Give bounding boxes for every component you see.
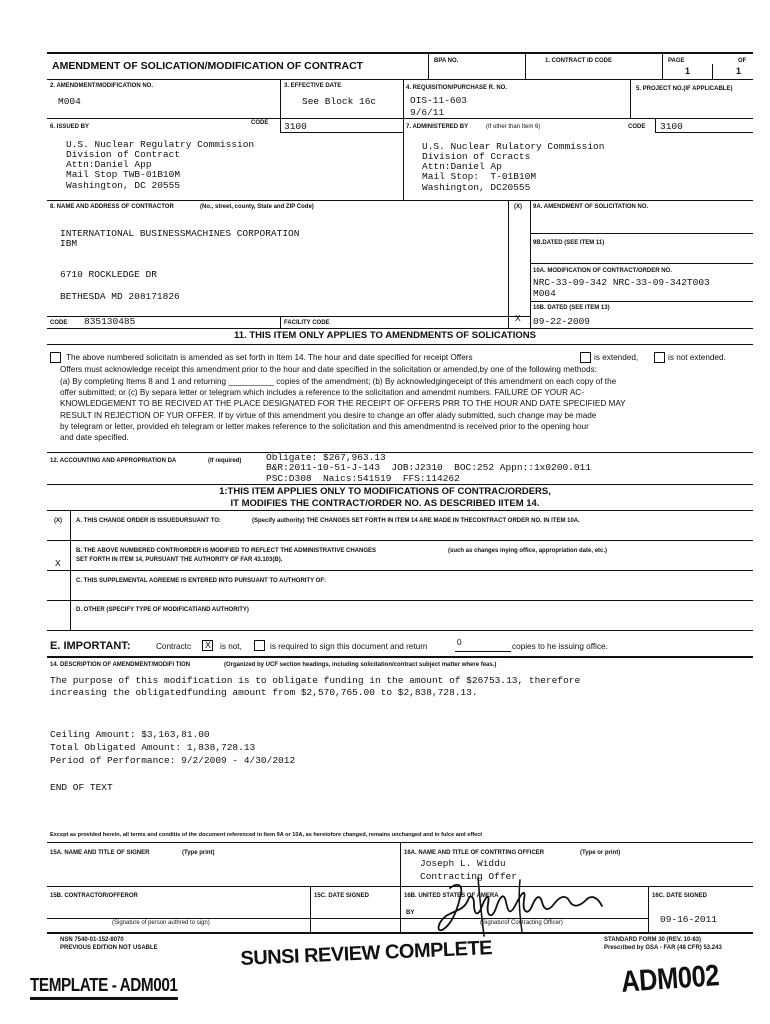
nsn-text: NSN 7540-01-152-8070 xyxy=(60,937,124,943)
rule-footer-bottom xyxy=(47,932,753,934)
vline-15c xyxy=(310,886,311,932)
amendment-no-label: 2. AMENDMENT/MODIFICATION NO. xyxy=(50,83,153,89)
description-label: 14. DESCRIPTION OF AMENDMENT/MODIFI TION xyxy=(50,662,191,668)
field-10b-x: X xyxy=(515,313,521,324)
ceiling-amount: Ceiling Amount: $3,163,81.00 xyxy=(50,729,210,740)
administered-by-label: 7. ADMINISTERED BY xyxy=(406,124,469,130)
vline-page-of xyxy=(712,64,713,79)
field-10a-value-2: M004 xyxy=(533,288,556,299)
officer-signature xyxy=(430,870,620,940)
field-10a-value-1: NRC-33-09-342 NRC-33-09-342T003 xyxy=(533,277,710,288)
field-10b-value: 09-22-2009 xyxy=(533,316,591,327)
of-label: OF xyxy=(738,58,747,64)
item11-line-7: by telegram or letter, provided eh telegram or letter makes reference to the solicitation and this amendmentnd is received prior to the opening hour xyxy=(60,422,589,431)
by-label: BY xyxy=(406,910,415,916)
item11-line-2: Offers must acknowledge receipt this amendment prior to the hour and date specified in the solicitation or amended,by one of the following methods: xyxy=(60,365,597,374)
vline-row2-3 xyxy=(630,79,631,118)
requisition-value: OIS-11-603 xyxy=(410,95,468,106)
vline-9a xyxy=(530,200,531,328)
vline-code7-a xyxy=(655,118,656,132)
x-column-label: (X) xyxy=(514,204,522,210)
extended-label: is extended, xyxy=(594,353,639,362)
is-not-x-mark: X xyxy=(205,640,212,650)
item13-d-text: D. OTHER (SPECIFY TYPE OF MODIFICATIAND AUTHORITY) xyxy=(76,607,249,613)
united-states-label: 16B. UNITED STATES OF AMERA xyxy=(404,893,499,899)
rule-code6-bottom xyxy=(280,132,403,133)
accounting-line-2: B&R:2011-10-51-J-143 JOB:J2310 BOC:252 Appn::1x0200.011 xyxy=(266,462,591,473)
vline-13x xyxy=(70,510,71,630)
signature-note-left: (Signature of person authred to sign) xyxy=(112,920,210,926)
officer-name-note: (Type or print) xyxy=(580,850,621,856)
not-extended-checkbox[interactable] xyxy=(654,352,665,363)
administered-by-line-4: Mail Stop: T-01B10M xyxy=(422,171,537,182)
vline-header-3 xyxy=(662,52,663,79)
important-contractor: Contractc xyxy=(156,642,192,651)
item11-heading: 11. THIS ITEM ONLY APPLIES TO AMENDMENTS OF SOLICATIONS xyxy=(234,330,536,341)
page-value: 1 xyxy=(685,66,691,76)
vline-row2-2 xyxy=(403,79,404,200)
vline-x-col xyxy=(508,200,509,328)
issued-by-label: 6. ISSUED BY xyxy=(50,124,90,130)
contractor-code-value: 835130485 xyxy=(84,316,136,327)
rule-row2-bottom xyxy=(47,118,753,119)
accounting-label: 12. ACCOUNTING AND APPROPRIATION DA xyxy=(50,458,177,464)
contractor-name: INTERNATIONAL BUSINESSMACHINES CORPORATION xyxy=(60,228,300,239)
rule-9a-bottom xyxy=(530,233,753,234)
admin-code-value: 3100 xyxy=(660,121,683,132)
rule-13a-bottom xyxy=(47,540,753,541)
contractor-date-label: 15C. DATE SIGNED xyxy=(314,893,369,899)
of-value: 1 xyxy=(736,66,742,76)
field-9a-label: 9A. AMENDMENT OF SOLICITATION NO. xyxy=(533,204,649,210)
item13-a-text: A. THIS CHANGE ORDER IS ISSUEDURSUANT TO: xyxy=(76,518,221,524)
effective-date-value: See Block 16c xyxy=(302,96,377,107)
item13-b-text: B. THE ABOVE NUMBERED CONTR/ORDER IS MODIFIED TO REFLECT THE ADMINISTRATIVE CHANGES xyxy=(76,548,377,554)
administered-by-line-2: Division of Ccracts xyxy=(422,151,531,162)
description-line-1: The purpose of this modification is to obligate funding in the amount of $26753.13, therefore xyxy=(50,675,581,686)
item11-line-3: (a) By completing Items 8 and 1 and returning __________ copies of the amendment; (b) By acknowledgingeceipt of this amendment on each copy of the xyxy=(60,377,617,386)
item11-line-1: The above numbered solicitatn is amended as set forth in Item 14. The hour and date specified for receipt Offers xyxy=(66,353,473,362)
issued-code-label: CODE xyxy=(251,120,269,126)
vline-header-2 xyxy=(525,52,526,79)
period-of-performance: Period of Performance: 9/2/2009 - 4/30/2012 xyxy=(50,755,296,766)
item13-x-label: (X) xyxy=(54,518,62,524)
field-9b-label: 9B.DATED (SEE ITEM 11) xyxy=(533,240,605,246)
extended-checkbox[interactable] xyxy=(580,352,591,363)
administered-by-line-3: Attn:Daniel Ap xyxy=(422,161,502,172)
item11-checkbox[interactable] xyxy=(50,352,61,363)
issued-by-line-1: U.S. Nuclear Regulatry Commission xyxy=(66,139,255,150)
item13-heading-1: 1:THIS ITEM APPLIES ONLY TO MODIFICATIONS OF CONTRAC/ORDERS, xyxy=(219,486,551,497)
item13-a-note: (Specify authority) THE CHANGES SET FORTH IN ITEM 14 ARE MADE IN THECONTRACT ORDER NO. IN ITEM 10A. xyxy=(252,518,580,524)
important-label: E. IMPORTANT: xyxy=(50,640,131,652)
vline-row2-1 xyxy=(280,79,281,118)
item13-b-text-2: SET FORTH IN ITEM 14, PURSUANT THE AUTHORITY OF FAR 43.103(B). xyxy=(76,557,283,563)
bpa-label: BPA NO. xyxy=(434,58,459,64)
requisition-date: 9/6/11 xyxy=(410,107,445,118)
prescribed-text: Prescribed by GSA - FAR (48 CFR) 53.243 xyxy=(604,945,722,951)
vline-code8 xyxy=(280,316,281,328)
rule-important-bottom xyxy=(47,656,753,658)
rule-item12-bottom xyxy=(47,484,753,485)
item13-c-text: C. THIS SUPPLEMENTAL AGREEME IS ENTERED INTO PURSUANT TO AUTHORITY OF: xyxy=(76,578,327,584)
rule-item11-bottom xyxy=(47,452,753,453)
sunsi-review-stamp: SUNSI REVIEW COMPLETE xyxy=(240,937,493,970)
item11-line-6: RESULT IN REJECTION OF YUR OFFER. If by virtue of this amendment you desire to change an offer alady submitted, such change may be made xyxy=(60,411,597,420)
end-of-text: END OF TEXT xyxy=(50,782,113,793)
vline-code6-a xyxy=(280,118,281,132)
contractor-address-1: 6710 ROCKLEDGE DR xyxy=(60,269,157,280)
vline-header-1 xyxy=(428,52,429,79)
issued-code-value: 3100 xyxy=(284,121,307,132)
officer-date-value: 09-16-2011 xyxy=(660,914,718,925)
vline-16a xyxy=(400,842,401,932)
rule-item11-heading-bottom xyxy=(47,344,753,345)
vline-16c xyxy=(648,886,649,932)
signer-name-label: 15A. NAME AND TITLE OF SIGNER xyxy=(50,850,150,856)
officer-title: Contracting Offer xyxy=(420,871,517,882)
field-10a-label: 10A. MODIFICATION OF CONTRACT/ORDER NO. xyxy=(533,268,672,274)
issued-by-line-3: Attn:Daniel App xyxy=(66,159,152,170)
officer-name: Joseph L. Widdu xyxy=(420,858,506,869)
accounting-line-1: Obligate: $267,963.13 xyxy=(266,452,386,463)
rule-header-bottom xyxy=(47,79,753,80)
contract-id-label: 1. CONTRACT ID CODE xyxy=(545,58,613,64)
previous-edition-text: PREVIOUS EDITION NOT USABLE xyxy=(60,945,158,951)
rule-10a-bottom xyxy=(530,301,753,302)
rule-13d-bottom xyxy=(47,630,753,631)
field-10b-label: 10B. DATED (SEE ITEM 13) xyxy=(533,305,610,311)
description-line-2: increasing the obligatedfunding amount from $2,570,765.00 to $2,838,728.13. xyxy=(50,687,478,698)
contractor-code-label: CODE xyxy=(50,320,68,326)
administered-by-note: (If other than Item 6) xyxy=(486,124,541,130)
standard-form-text: STANDARD FORM 30 (REV. 10-83) xyxy=(604,937,702,943)
item11-line-5: KNOWLEDGEMENT TO BE RECIVED AT THE PLACE DESIGNATED FOR THE RECEIPT OF OFFERS PRR TO THE HOUR AND DATE SPECIFIED MAY xyxy=(60,399,626,408)
item13-heading-2: IT MODIFIES THE CONTRACT/ORDER NO. AS DESCRIBED IITEM 14. xyxy=(230,498,540,509)
project-no-label: 5. PROJECT NO.(IF APPLICABLE) xyxy=(636,86,733,92)
contractor-short: IBM xyxy=(60,238,78,249)
top-rule xyxy=(47,52,753,54)
signature-note-right: (Signaturof Contracting Officer) xyxy=(480,920,563,926)
item11-line-4: offer submitted; or (c) By separa letter or telegram which includes a reference to the solicitation and amendmt numbers. FAILURE OF YOUR AC- xyxy=(60,388,584,397)
total-obligated-amount: Total Obligated Amount: 1,838,728.13 xyxy=(50,742,256,753)
accounting-note: (If required) xyxy=(208,458,242,464)
contractor-address-2: BETHESDA MD 208171826 xyxy=(60,291,180,302)
issued-by-line-4: Mail Stop TWB-01B10M xyxy=(66,169,181,180)
page-label: PAGE xyxy=(668,58,685,64)
accounting-line-3: PSC:D308 Naics:541519 FFS:114262 xyxy=(266,473,460,484)
rule-13c-bottom xyxy=(47,600,753,601)
administered-by-line-1: U.S. Nuclear Rulatory Commission xyxy=(422,141,605,152)
template-stamp: TEMPLATE - ADM001 xyxy=(30,975,177,1000)
rule-13b-bottom xyxy=(47,570,753,571)
item13-b-x: X xyxy=(55,558,61,569)
administered-by-line-5: Washington, DC20555 xyxy=(422,182,531,193)
issued-by-line-5: Washington, DC 20555 xyxy=(66,180,181,191)
effective-date-label: 3. EFFECTIVE DATE xyxy=(284,83,342,89)
facility-code-label: FACILITY CODE xyxy=(284,320,330,326)
officer-date-label: 16C. DATE SIGNED xyxy=(652,893,707,899)
rule-row6-bottom xyxy=(47,200,753,201)
is-required-label: is required to sign this document and return xyxy=(270,642,428,651)
adm002-stamp: ADM002 xyxy=(620,959,721,999)
signer-name-note: (Type print) xyxy=(182,850,215,856)
officer-name-label: 16A. NAME AND TITLE OF CONTRTING OFFICER xyxy=(404,850,545,856)
copies-text: copies to he issuing office. xyxy=(512,642,608,651)
issued-by-line-2: Division of Contract xyxy=(66,149,181,160)
rule-item13-heading-bottom xyxy=(47,510,753,511)
form-title: AMENDMENT OF SOLICATION/MODIFICATION OF CONTRACT xyxy=(52,60,364,72)
description-note: (Organized by UCF section headings, including solicitation/contract subject matter where feas.) xyxy=(224,662,497,668)
rule-signature-line xyxy=(47,918,400,919)
item13-b-note: (such as changes inying office, appropriation date, etc.) xyxy=(448,548,608,554)
copies-value: 0 xyxy=(457,638,462,647)
admin-code-label: CODE xyxy=(628,124,646,130)
copies-underline xyxy=(455,651,511,652)
is-not-label: is not, xyxy=(220,642,242,651)
contractor-offeror-label: 15B. CONTRACTOR/OFFEROR xyxy=(50,893,138,899)
requisition-label: 4. REQUISITION/PURCHASE R. NO. xyxy=(406,85,508,91)
not-extended-label: is not extended. xyxy=(668,353,726,362)
rule-9b-bottom xyxy=(530,263,753,264)
rule-code7-bottom xyxy=(655,132,753,133)
amendment-no-value: M004 xyxy=(58,96,81,107)
item11-line-8: and date specified. xyxy=(60,433,129,442)
contractor-note: (No., street, county, State and ZIP Code) xyxy=(200,204,314,210)
contractor-label: 8. NAME AND ADDRESS OF CONTRACTOR xyxy=(50,204,174,210)
rule-row8-bottom xyxy=(47,328,753,329)
is-required-checkbox[interactable] xyxy=(254,640,265,651)
except-text: Except as provided herein, all terms and conditis of the document referenced in Item 9A or 10A, as heretofore changed, remains unchanged and in fulce and effect xyxy=(50,832,483,838)
